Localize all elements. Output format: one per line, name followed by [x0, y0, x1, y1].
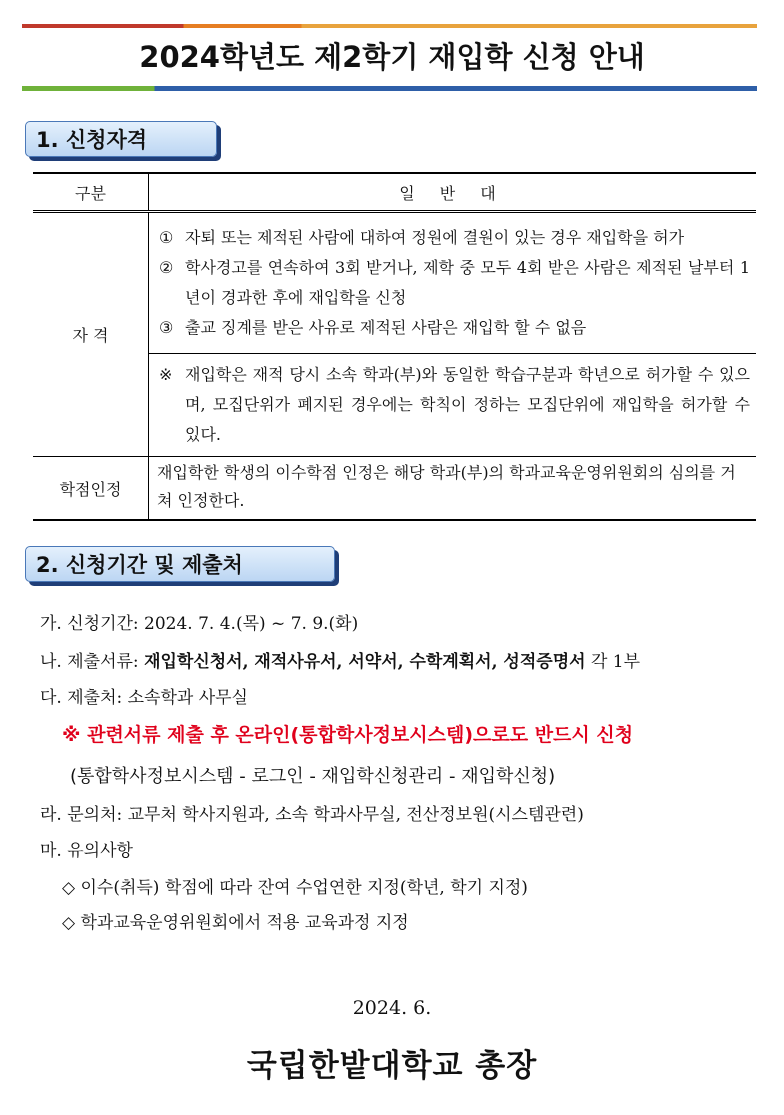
list-item — [159, 253, 750, 313]
table-header-category: 구분 — [33, 173, 149, 212]
item-text: 학사경고를 연속하여 3회 받거나, 제학 중 모두 4회 받은 사람은 제적된 날부터 1년이 경과한 후에 재입학을 신청 — [185, 258, 750, 307]
place-line: 다. 제출처: 소속학과 사무실 — [40, 688, 248, 708]
item-text: 자퇴 또는 제적된 사람에 대하여 정원에 결원이 있는 경우 재입학을 허가 — [185, 228, 685, 247]
qualification-note — [149, 354, 757, 457]
item-text: 출교 징계를 받은 사유로 제적된 사람은 재입학 할 수 없음 — [185, 318, 587, 337]
section-heading-period: 2. 신청기간 및 제출처 — [25, 546, 335, 582]
note-text: 재입학은 재적 당시 소속 학과(부)와 동일한 학습구분과 학년으로 허가할 수 있으며, 모집단위가 폐지된 경우에는 학칙이 정하는 모집단위에 재입학을 허가할 수 있다. — [185, 365, 750, 444]
item-marker: ③ — [159, 318, 174, 337]
notice-date: 2024. 6. — [352, 997, 432, 1019]
page-title: 2024학년도 제2학기 재입학 신청 안내 — [139, 40, 645, 74]
signature: 국립한밭대학교 총장 — [246, 1048, 538, 1084]
item-marker: ② — [159, 258, 174, 277]
list-item — [159, 223, 750, 253]
period-line: 가. 신청기간: 2024. 7. 4.(목) ~ 7. 9.(화) — [40, 614, 359, 634]
qualification-table — [33, 172, 756, 521]
documents-prefix: 나. 제출서류: — [40, 652, 145, 672]
system-path: (통합학사정보시스템 - 로그인 - 재입학신청관리 - 재입학신청) — [70, 766, 556, 787]
row-label-qualification: 자 격 — [33, 212, 149, 457]
row-label-credit: 학점인정 — [33, 457, 149, 521]
section-heading-qualification: 1. 신청자격 — [25, 121, 217, 157]
title-underline-bar — [22, 86, 757, 91]
note-item — [159, 360, 750, 450]
online-warning: ※ 관련서류 제출 후 온라인(통합학사정보시스템)으로도 반드시 신청 — [62, 724, 634, 746]
contact-line: 라. 문의처: 교무처 학사지원과, 소속 학과사무실, 전산정보원(시스템관련) — [40, 805, 584, 825]
documents-suffix: 각 1부 — [585, 652, 641, 672]
note-line: ◇ 학과교육운영위원회에서 적용 교육과정 지정 — [62, 913, 409, 933]
documents-line — [40, 647, 640, 672]
documents-list: 재입학신청서, 재적사유서, 서약서, 수학계획서, 성적증명서 — [144, 652, 586, 672]
list-item — [159, 313, 750, 343]
top-color-bar — [22, 24, 757, 28]
note-marker: ※ — [159, 365, 173, 384]
credit-text: 재입학한 학생의 이수학점 인정은 해당 학과(부)의 학과교육운영위원회의 심의를 거쳐 인정한다. — [149, 457, 757, 521]
item-marker: ① — [159, 228, 174, 247]
notes-title: 마. 유의사항 — [40, 841, 133, 861]
note-line: ◇ 이수(취득) 학점에 따라 잔여 수업연한 지정(학년, 학기 지정) — [62, 878, 528, 898]
qualification-items — [149, 212, 757, 354]
table-header-general: 일 반 대 — [149, 173, 757, 212]
